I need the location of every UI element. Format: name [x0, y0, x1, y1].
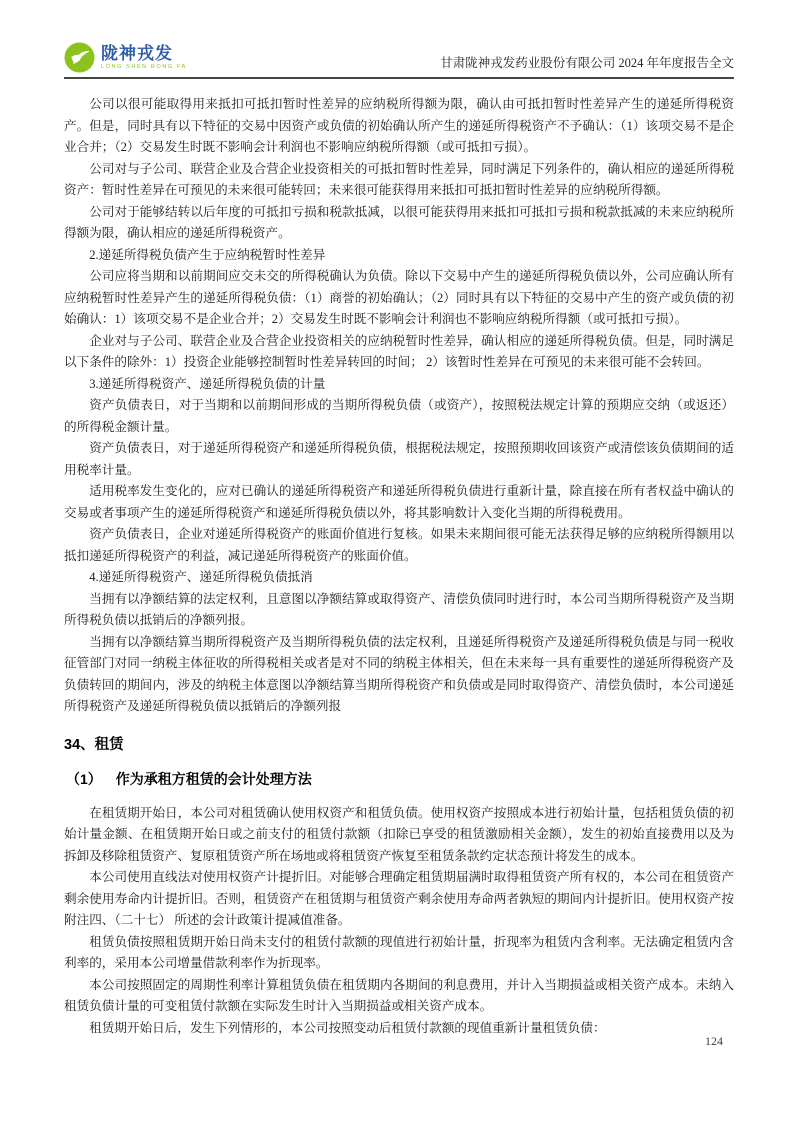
- paragraph: 在租赁期开始日，本公司对租赁确认使用权资产和租赁负债。使用权资产按照成本进行初始计量，包括租赁负债的初始计量金额、在租赁期开始日或之前支付的租赁付款额（扣除已享受的租赁激励相关金额），发生的初始直接费用以及为拆卸及移除租赁资产、复原租赁资产所在场地或将租赁资产恢复至租赁条款约定状态预计将发生的成本。: [64, 805, 734, 863]
- numbered-item: 2.递延所得税负债产生于应纳税暂时性差异: [89, 247, 326, 262]
- paragraph: 公司对与子公司、联营企业及合营企业投资相关的可抵扣暂时性差异，同时满足下列条件的，确认相应的递延所得税资产：暂时性差异在可预见的未来很可能转回；未来很可能获得用来抵扣可抵扣暂时性差异的应纳税所得额。: [64, 161, 734, 197]
- company-logo: [64, 42, 187, 73]
- paragraph: 当拥有以净额结算当期所得税资产及当期所得税负债的法定权利，且递延所得税资产及递延所得税负债是与同一税收征管部门对同一纳税主体征收的所得税相关或者是对不同的纳税主体相关，但在未来每一具有重要性的递延所得税资产及负债转回的期间内，涉及的纳税主体意图以净额结算当期所得税资产和负债或是同时取得资产、清偿负债时，本公司递延所得税资产及递延所得税负债以抵销后的净额列报: [64, 634, 734, 713]
- logo-text: [101, 45, 187, 71]
- subsection-heading-lessee-accounting: [66, 769, 734, 789]
- logo-english-name: LONG SHEN RONG FA: [101, 63, 187, 70]
- subsection-number: （1）: [66, 770, 102, 787]
- paragraph: 租赁负债按照租赁期开始日尚未支付的租赁付款额的现值进行初始计量，折现率为租赁内含利率。无法确定租赁内含利率的，采用本公司增量借款利率作为折现率。: [64, 934, 734, 970]
- paragraph: 租赁期开始日后，发生下列情形的，本公司按照变动后租赁付款额的现值重新计量租赁负债：: [89, 1020, 606, 1035]
- paragraph: 企业对与子公司、联营企业及合营企业投资相关的应纳税暂时性差异，确认相应的递延所得税负债。但是，同时满足以下条件的除外：1）投资企业能够控制暂时性差异转回的时间； 2）该暂时性差异在可预见的未来很可能不会转回。: [64, 333, 734, 369]
- page-number: 124: [705, 1034, 723, 1048]
- paragraph: 公司应将当期和以前期间应交未交的所得税确认为负债。除以下交易中产生的递延所得税负债以外，公司应确认所有应纳税暂时性差异产生的递延所得税负债：（1）商誉的初始确认；（2）同时具有以下特征的交易中产生的资产或负债的初始确认：1）该项交易不是企业合并；2）交易发生时既不影响会计利润也不影响应纳税所得额（或可抵扣亏损）。: [64, 269, 734, 326]
- page-header: [64, 42, 734, 79]
- section-heading-leases: 34、租赁: [64, 736, 124, 753]
- numbered-item: 3.递延所得税资产、递延所得税负债的计量: [89, 376, 326, 391]
- paragraph: 公司对于能够结转以后年度的可抵扣亏损和税款抵减，以很可能获得用来抵扣可抵扣亏损和税款抵减的未来应纳税所得额为限，确认相应的递延所得税资产。: [64, 204, 734, 240]
- logo-bird-icon: [64, 42, 95, 73]
- paragraph: 资产负债表日，企业对递延所得税资产的账面价值进行复核。如果未来期间很可能无法获得足够的应纳税所得额用以抵扣递延所得税资产的利益，减记递延所得税资产的账面价值。: [64, 527, 734, 563]
- paragraph: 资产负债表日，对于递延所得税资产和递延所得税负债，根据税法规定，按照预期收回该资产或清偿该负债期间的适用税率计量。: [64, 441, 734, 477]
- paragraph: 本公司按照固定的周期性利率计算租赁负债在租赁期内各期间的利息费用，并计入当期损益或相关资产成本。未纳入租赁负债计量的可变租赁付款额在实际发生时计入当期损益或相关资产成本。: [64, 977, 734, 1013]
- paragraph: 适用税率发生变化的，应对已确认的递延所得税资产和递延所得税负债进行重新计量，除直接在所有者权益中确认的交易或者事项产生的递延所得税资产和递延所得税负债以外，将其影响数计入变化当期的所得税费用。: [64, 484, 734, 520]
- report-title: 甘肃陇神戎发药业股份有限公司 2024 年年度报告全文: [440, 56, 734, 70]
- paragraph: 资产负债表日，对于当期和以前期间形成的当期所得税负债（或资产），按照税法规定计算的预期应交纳（或返还）的所得税金额计量。: [64, 398, 734, 434]
- paragraph: 当拥有以净额结算的法定权利，且意图以净额结算或取得资产、清偿负债同时进行时，本公司当期所得税资产及当期所得税负债以抵销后的净额列报。: [64, 591, 734, 627]
- logo-chinese-name: 陇神戎发: [101, 43, 173, 63]
- paragraph: 本公司使用直线法对使用权资产计提折旧。对能够合理确定租赁期届满时取得租赁资产所有权的，本公司在租赁资产剩余使用寿命内计提折旧。否则，租赁资产在租赁期与租赁资产剩余使用寿命两者孰短的期间内计提折旧。使用权资产按附注四、（二十七） 所述的会计政策计提减值准备。: [64, 870, 734, 927]
- document-body: [64, 94, 734, 1039]
- subsection-title: 作为承租方租赁的会计处理方法: [115, 770, 312, 787]
- numbered-item: 4.递延所得税资产、递延所得税负债抵消: [89, 570, 313, 584]
- paragraph: 公司以很可能取得用来抵扣可抵扣暂时性差异的应纳税所得额为限，确认由可抵扣暂时性差异产生的递延所得税资产。但是，同时具有以下特征的交易中因资产或负债的初始确认所产生的递延所得税资产不予确认：（1）该项交易不是企业合并；（2）交易发生时既不影响会计利润也不影响应纳税所得额（或可抵扣亏损）。: [64, 97, 734, 154]
